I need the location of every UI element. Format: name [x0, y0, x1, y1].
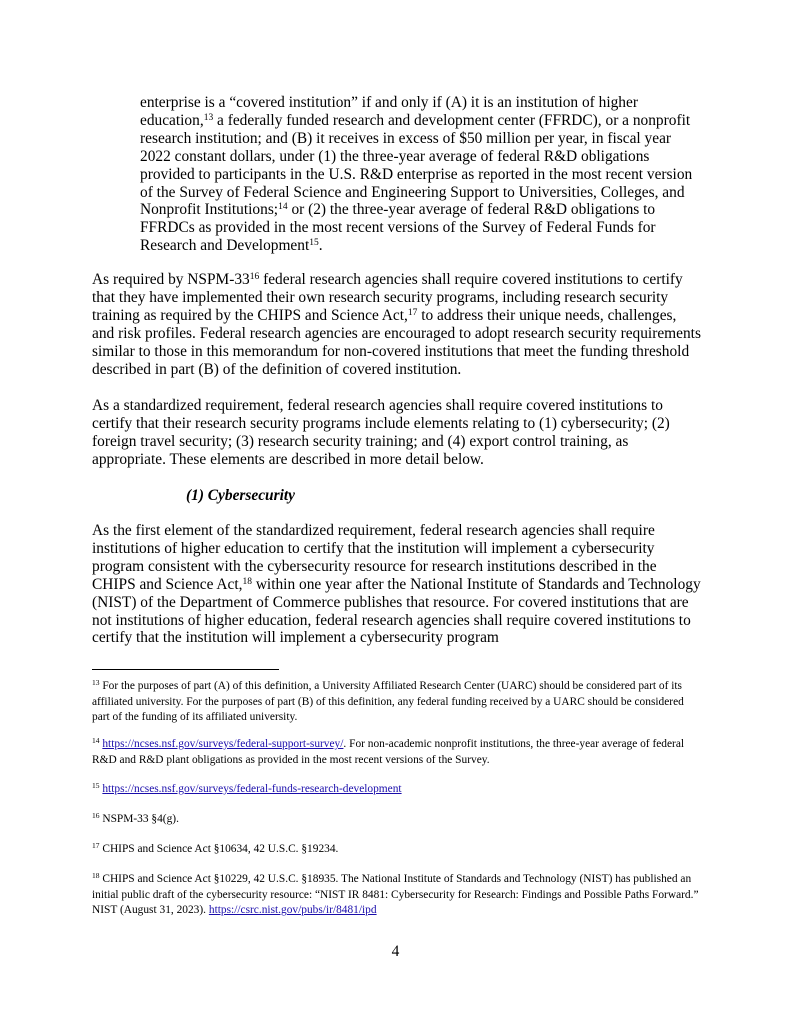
- footnote-separator: [92, 669, 279, 670]
- footnote-15: $^{15}$ https://ncses.nsf.gov/surveys/federal-funds-research-development: [92, 781, 402, 795]
- footnote-ref-14[interactable]: 14: [278, 202, 288, 213]
- covered-institution-definition: enterprise is a “covered institution” if and only if (A) it is an institution of higher education,$^{13}$ a federally funded research and development center (FFRDC), or a nonprofit research institution; and (B) it receives in excess of $50 million per year, in fiscal year 2022 constant dollars, under (1) the three-year average of federal R&D obligations provided to participants in the U.S. R&D enterprise as reported in the most recent version of the Survey of Federal Science and Engineering Support to Universities, Colleges, and Nonprofit Institutions;$^{14}$ or (2) the three-year average of federal R&D obligations to FFRDCs as provided in the most recent versions of the Survey of Federal Funds for Research and Development$^{15}$.: [140, 94, 693, 255]
- federal-support-survey-link[interactable]: https://ncses.nsf.gov/surveys/federal-support-survey/: [102, 738, 344, 750]
- footnote-ref-18[interactable]: 18: [242, 576, 252, 587]
- nist-ir-8481-link[interactable]: https://csrc.nist.gov/pubs/ir/8481/ipd: [208, 904, 377, 917]
- standardized-requirement-paragraph: As a standardized requirement, federal research agencies shall require covered institutions to certify that their research security programs include elements relating to (1) cybersecurity; (2) foreign travel security; (3) research security training; and (4) export control training, as appropriate. These elements are described in more detail below.: [92, 397, 670, 468]
- footnote-ref-13[interactable]: 13: [203, 112, 214, 123]
- footnote-ref-17[interactable]: 17: [407, 307, 418, 318]
- cybersecurity-heading: (1) Cybersecurity: [186, 487, 295, 504]
- federal-funds-survey-link[interactable]: https://ncses.nsf.gov/surveys/federal-funds-research-development: [102, 783, 402, 795]
- footnote-13: $^{13}$ For the purposes of part (A) of this definition, a University Affiliated Research Center (UARC) should be considered part of its affiliated university. For the purposes of part (B) of this definition, any federal funding received by a UARC should be considered part of the funding of its affiliated university.: [92, 678, 684, 724]
- footnote-18: $^{18}$ CHIPS and Science Act §10229, 42 U.S.C. §18935. The National Institute of Standards and Technology (NIST) has published an initial public draft of the cybersecurity resource: “NIST IR 8481: Cybersecurity for Research: Findings and Possible Paths Forward.” NIST (August 31, 2023). https://csrc.nist.gov/pubs/ir/8481/ipd: [92, 871, 699, 917]
- page-number: 4: [391, 943, 400, 960]
- footnote-16: $^{16}$ NSPM-33 §4(g).: [92, 811, 179, 825]
- footnote-17: $^{17}$ CHIPS and Science Act §10634, 42 U.S.C. §19234.: [92, 841, 339, 855]
- footnote-ref-16[interactable]: 16: [249, 272, 260, 282]
- footnote-14: $^{14}$ https://ncses.nsf.gov/surveys/federal-support-survey/. For non-academic nonprofit institutions, the three-year average of federal R&D and R&D plant obligations as provided in the most recent versions of the Survey.: [92, 736, 685, 766]
- cybersecurity-paragraph: As the first element of the standardized requirement, federal research agencies shall require institutions of higher education to certify that the institution will implement a cybersecurity program consistent with the cybersecurity resource for research institutions described in the CHIPS and Science Act,$^{18}$ within one year after the National Institute of Standards and Technology (NIST) of the Department of Commerce publishes that resource. For covered institutions that are not institutions of higher education, federal research agencies shall require covered institutions to certify that the institution will implement a cybersecurity program: [92, 522, 701, 647]
- footnote-ref-15[interactable]: 15: [309, 238, 319, 249]
- nspm33-paragraph: As required by NSPM-$33^{16}$ federal research agencies shall require covered institutions to certify that they have implemented their own research security programs, including research security training as required by the CHIPS and Science Act,$^{17}$ to address their unique needs, challenges, and risk profiles. Federal research agencies are encouraged to adopt research security requirements similar to those in this memorandum for non-covered institutions that meet the funding threshold described in part (B) of the definition of covered institution.: [92, 271, 701, 378]
